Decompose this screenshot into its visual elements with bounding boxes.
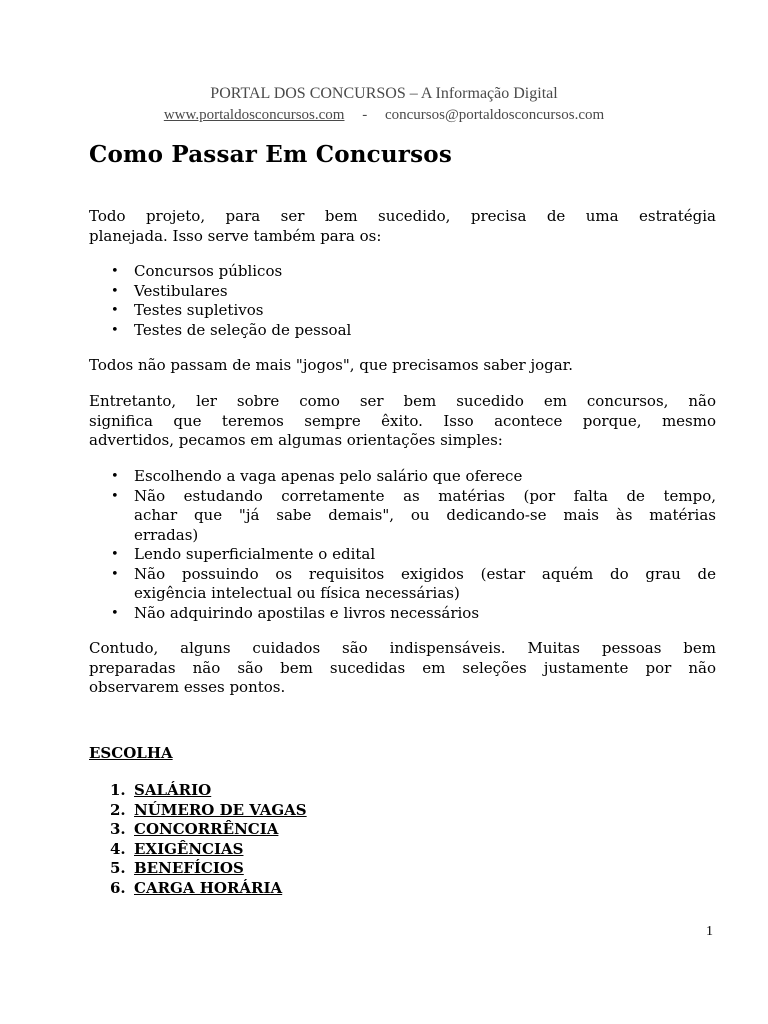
header-separator: - [362, 107, 368, 123]
list-item [110, 879, 307, 899]
item-link[interactable]: NÚMERO DE VAGAS [134, 800, 307, 819]
item-link[interactable]: BENEFÍCIOS [134, 859, 244, 877]
list-item [110, 859, 307, 879]
list-item: • Testes de seleção de pessoal [89, 321, 716, 341]
list-item-line: • Não adquirindo apostilas e livros necessários [134, 603, 480, 622]
item-number: 6. [110, 878, 126, 897]
item-number: 4. [110, 839, 126, 858]
exam-types-list [89, 262, 716, 340]
care-paragraph [89, 639, 716, 698]
item-number: 5. [110, 859, 126, 877]
item-number: 2. [110, 800, 126, 819]
mistakes-list [89, 467, 716, 623]
page-header [0, 83, 768, 125]
list-item-line: • Não possuindo os requisitos exigidos (estar aquém do grau de [134, 564, 716, 583]
item-number: 1. [110, 781, 126, 799]
list-item: • Testes supletivos [89, 301, 716, 321]
item-link[interactable]: CONCORRÊNCIA [134, 820, 279, 838]
list-item-line: achar que "já sabe demais", ou dedicando-se mais às matérias [134, 506, 716, 524]
list-item [89, 545, 716, 565]
list-item [89, 565, 716, 604]
item-number: 3. [110, 820, 126, 838]
list-item: • Vestibulares [89, 282, 716, 302]
list-item [110, 781, 307, 801]
paragraph-line: observarem esses pontos. [89, 678, 286, 696]
intro-line-1: Todo projeto, para ser bem sucedido, precisa de uma estratégia [89, 207, 716, 225]
section-title: ESCOLHA [89, 744, 173, 762]
list-item [89, 467, 716, 487]
list-item [110, 820, 307, 840]
item-link[interactable]: SALÁRIO [134, 781, 212, 799]
list-item [89, 604, 716, 624]
page-title: Como Passar Em Concursos [89, 141, 452, 168]
item-link[interactable]: CARGA HORÁRIA [134, 878, 283, 897]
website-link[interactable]: www.portaldosconcursos.com [163, 107, 345, 123]
intro-line-2: planejada. Isso serve também para os: [89, 226, 382, 245]
games-paragraph: Todos não passam de mais "jogos", que precisamos saber jogar. [89, 356, 573, 374]
choice-criteria-list [110, 781, 307, 898]
intro-paragraph [89, 207, 716, 246]
header-title: PORTAL DOS CONCURSOS – A Informação Digital [210, 85, 558, 102]
list-item [110, 840, 307, 860]
paragraph-line: Contudo, alguns cuidados são indispensáveis. Muitas pessoas bem [89, 639, 716, 657]
list-item-line: • Não estudando corretamente as matérias (por falta de tempo, [134, 486, 716, 505]
email-text: concursos@portaldosconcursos.com [384, 107, 605, 123]
list-item: • Concursos públicos [89, 262, 716, 282]
paragraph-line: preparadas não são bem sucedidas em seleções justamente por não [89, 658, 716, 677]
paragraph-line: significa que teremos sempre êxito. Isso acontece porque, mesmo [89, 411, 716, 430]
list-item-line: exigência intelectual ou física necessárias) [134, 584, 460, 602]
list-item [89, 487, 716, 546]
item-link[interactable]: EXIGÊNCIAS [134, 839, 244, 858]
paragraph-line: advertidos, pecamos em algumas orientações simples: [89, 431, 503, 449]
list-item [110, 801, 307, 821]
list-item-line: erradas) [134, 525, 199, 544]
page-number: 1 [706, 924, 713, 939]
mistakes-intro-paragraph [89, 392, 716, 451]
list-item-line: • Lendo superficialmente o edital [134, 545, 376, 563]
header-contacts [0, 105, 768, 125]
list-item-line: • Escolhendo a vaga apenas pelo salário que oferece [134, 467, 523, 485]
paragraph-line: Entretanto, ler sobre como ser bem sucedido em concursos, não [89, 392, 716, 410]
